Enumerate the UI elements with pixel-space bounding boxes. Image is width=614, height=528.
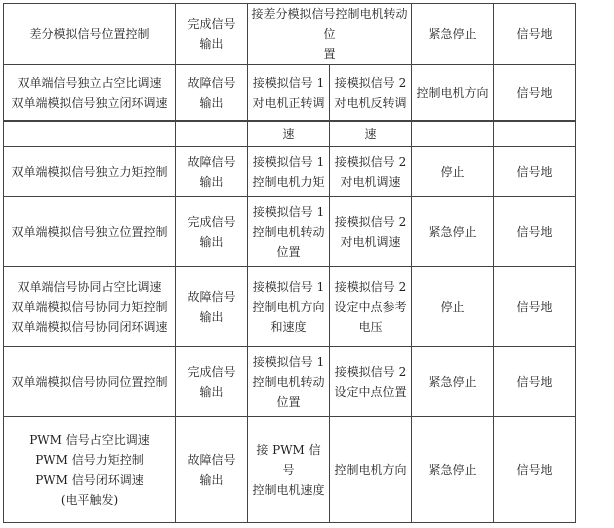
cell-output-signal: [176, 417, 248, 523]
cell-text-line: PWM 信号闭环调速: [35, 472, 144, 487]
cell-input-1: [248, 4, 412, 65]
cell-input-2: [330, 347, 412, 417]
cell-text-line: 双单端模拟信号协同闭环调速: [11, 319, 168, 334]
cell-signal-ground: [494, 267, 576, 347]
cell-input-1: [248, 197, 330, 267]
cell-text-line: 双单端模拟信号独立闭环调速: [11, 95, 168, 110]
cell-text-line: 接 PWM 信号: [256, 442, 321, 477]
cell-stop-function: [412, 122, 494, 147]
cell-stop-function: [412, 65, 494, 121]
cell-text-line: 信号地: [516, 224, 553, 239]
cell-text-line: 接模拟信号 1: [252, 279, 325, 294]
control-mode-table-top: [3, 3, 576, 121]
cell-text-line: 紧急停止: [428, 374, 477, 389]
cell-output-signal: [176, 347, 248, 417]
cell-text-line: 差分模拟信号位置控制: [29, 27, 150, 41]
table-row: [4, 4, 576, 65]
table-row: [4, 347, 576, 417]
cell-text-line: 对电机反转调: [334, 95, 407, 110]
cell-text-line: 设定中点参考: [334, 299, 407, 314]
cell-output-signal: [176, 122, 248, 147]
cell-text-line: 信号地: [516, 462, 553, 477]
cell-text-line: 完成信号: [187, 17, 236, 31]
cell-text-line: 控制电机力矩: [252, 174, 325, 189]
cell-text-line: 紧急停止: [428, 27, 477, 41]
cell-text-line: 双单端信号独立占空比调速: [17, 75, 162, 90]
cell-input-2: [330, 197, 412, 267]
cell-text-line: 速: [364, 127, 377, 141]
cell-text-line: 控制电机方向: [334, 462, 407, 477]
cell-text-line: 和速度: [270, 319, 307, 334]
table-row: [4, 147, 576, 197]
cell-text-line: 位置: [276, 394, 301, 409]
cell-mode: [4, 197, 176, 267]
cell-text-line: 完成信号: [187, 214, 236, 229]
cell-output-signal: [176, 65, 248, 121]
cell-signal-ground: [494, 65, 576, 121]
cell-text-line: 输出: [199, 95, 224, 110]
cell-output-signal: [176, 197, 248, 267]
cell-text-line: 控制电机方向: [416, 85, 489, 100]
cell-text-line: 输出: [199, 309, 224, 324]
cell-input-1: [248, 147, 330, 197]
cell-input-2: [330, 147, 412, 197]
cell-stop-function: [412, 147, 494, 197]
cell-text-line: 接模拟信号 1: [252, 354, 325, 369]
cell-mode: [4, 147, 176, 197]
cell-text-line: 信号地: [516, 299, 553, 314]
cell-text-line: 紧急停止: [428, 462, 477, 477]
cell-text-line: 接模拟信号 1: [252, 204, 325, 219]
cell-input-1: [248, 122, 330, 147]
table-row: [4, 65, 576, 121]
cell-text-line: 故障信号: [187, 452, 236, 467]
cell-text-line: 对电机正转调: [252, 95, 325, 110]
cell-text-line: 双单端信号协同占空比调速: [17, 279, 162, 294]
cell-output-signal: [176, 4, 248, 65]
cell-signal-ground: [494, 147, 576, 197]
cell-text-line: 接模拟信号 2: [334, 364, 407, 379]
cell-stop-function: [412, 347, 494, 417]
cell-text-line: 控制电机转动: [252, 224, 325, 239]
cell-signal-ground: [494, 197, 576, 267]
cell-text-line: 位置: [276, 244, 301, 259]
cell-text-line: 输出: [199, 234, 224, 249]
cell-text-line: 故障信号: [187, 289, 236, 304]
cell-stop-function: [412, 417, 494, 523]
cell-mode: [4, 122, 176, 147]
cell-text-line: 故障信号: [187, 75, 236, 90]
cell-text-line: PWM 信号力矩控制: [35, 452, 144, 467]
cell-stop-function: [412, 267, 494, 347]
cell-text-line: 接模拟信号 1: [252, 75, 325, 90]
cell-text-line: 控制电机方向: [252, 299, 325, 314]
cell-mode: [4, 347, 176, 417]
cell-input-1: [248, 267, 330, 347]
cell-output-signal: [176, 267, 248, 347]
cell-text-line: 双单端模拟信号协同位置控制: [11, 374, 168, 389]
cell-text-line: 信号地: [516, 85, 553, 100]
cell-mode: [4, 417, 176, 523]
cell-text-line: 接模拟信号 2: [334, 279, 407, 294]
cell-text-line: 接模拟信号 2: [334, 214, 407, 229]
cell-input-2: [330, 267, 412, 347]
cell-input-2: [330, 417, 412, 523]
cell-stop-function: [412, 197, 494, 267]
cell-stop-function: [412, 4, 494, 65]
cell-text-line: (电平触发): [60, 492, 119, 507]
cell-text-line: 双单端模拟信号协同力矩控制: [11, 299, 168, 314]
table-row: [4, 122, 576, 147]
cell-signal-ground: [494, 417, 576, 523]
cell-text-line: 双单端模拟信号独立位置控制: [11, 224, 168, 239]
table-row: [4, 267, 576, 347]
cell-text-line: 设定中点位置: [334, 384, 407, 399]
cell-text-line: 输出: [199, 174, 224, 189]
cell-text-line: 信号地: [516, 27, 553, 41]
cell-text-line: 停止: [440, 299, 465, 314]
table-row: [4, 197, 576, 267]
cell-text-line: 对电机调速: [340, 234, 401, 249]
cell-input-1: [248, 417, 330, 523]
cell-text-line: 速: [282, 127, 295, 141]
cell-text-line: 双单端模拟信号独立力矩控制: [11, 164, 168, 179]
cell-text-line: 接模拟信号 1: [252, 154, 325, 169]
cell-text-line: 接差分模拟信号控制电机转动位: [251, 7, 408, 41]
cell-text-line: 接模拟信号 2: [334, 154, 407, 169]
cell-mode: [4, 4, 176, 65]
cell-text-line: 完成信号: [187, 364, 236, 379]
cell-text-line: 信号地: [516, 374, 553, 389]
cell-input-1: [248, 347, 330, 417]
cell-text-line: 电压: [358, 319, 383, 334]
table-row: [4, 417, 576, 523]
cell-text-line: 信号地: [516, 164, 553, 179]
cell-input-2: [330, 65, 412, 121]
cell-text-line: 输出: [199, 384, 224, 399]
cell-signal-ground: [494, 4, 576, 65]
control-mode-table-bottom: [3, 121, 576, 523]
cell-output-signal: [176, 147, 248, 197]
cell-text-line: 输出: [199, 472, 224, 487]
cell-text-line: 控制电机转动: [252, 374, 325, 389]
cell-signal-ground: [494, 122, 576, 147]
cell-mode: [4, 65, 176, 121]
cell-text-line: 紧急停止: [428, 224, 477, 239]
cell-text-line: PWM 信号占空比调速: [29, 432, 150, 447]
cell-input-2: [330, 122, 412, 147]
cell-text-line: 故障信号: [187, 154, 236, 169]
cell-mode: [4, 267, 176, 347]
cell-text-line: 对电机调速: [340, 174, 401, 189]
cell-text-line: 控制电机速度: [252, 482, 325, 497]
cell-text-line: 停止: [440, 164, 465, 179]
cell-text-line: 置: [323, 47, 336, 61]
cell-input-1: [248, 65, 330, 121]
cell-text-line: 输出: [199, 37, 224, 51]
cell-text-line: 接模拟信号 2: [334, 75, 407, 90]
cell-signal-ground: [494, 347, 576, 417]
